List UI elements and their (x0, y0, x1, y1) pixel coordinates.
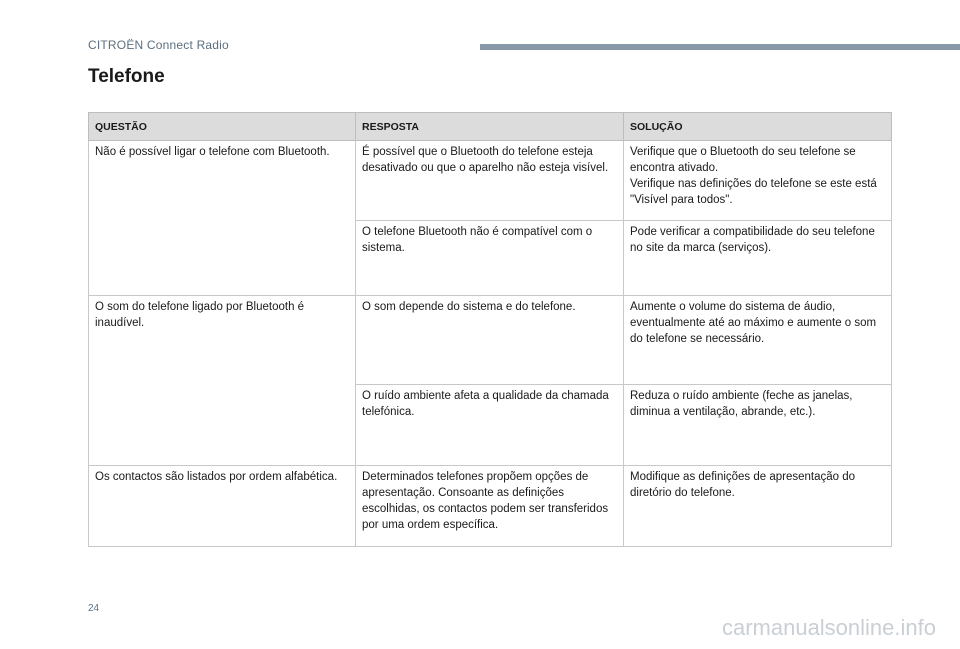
header-bar (480, 44, 960, 50)
answer-cell: Determinados telefones propõem opções de apresentação. Consoante as definições escolhidas, os contactos podem ser transferidos por uma ordem específica. (356, 466, 624, 547)
table-row (89, 141, 892, 221)
question-cell: Não é possível ligar o telefone com Bluetooth. (89, 141, 356, 296)
solution-cell: Reduza o ruído ambiente (feche as janelas, diminua a ventilação, abrande, etc.). (624, 385, 892, 466)
answer-cell: O ruído ambiente afeta a qualidade da chamada telefónica. (356, 385, 624, 466)
brand-label: CITROËN Connect Radio (88, 38, 229, 52)
watermark-text: carmanualsonline.info (721, 615, 936, 640)
solution-cell: Pode verificar a compatibilidade do seu telefone no site da marca (serviços). (624, 221, 892, 296)
table-row (89, 296, 892, 385)
solution-cell: Aumente o volume do sistema de áudio, eventualmente até ao máximo e aumente o som do telefone se necessário. (624, 296, 892, 385)
solution-cell (624, 141, 892, 221)
solution-line: Verifique nas definições do telefone se este está "Visível para todos". (630, 178, 877, 206)
answer-cell: É possível que o Bluetooth do telefone esteja desativado ou que o aparelho não esteja visível. (356, 141, 624, 221)
answer-cell: O som depende do sistema e do telefone. (356, 296, 624, 385)
column-header-question: QUESTÃO (89, 113, 356, 141)
solution-line: Verifique que o Bluetooth do seu telefone se encontra ativado. (630, 146, 856, 174)
answer-cell: O telefone Bluetooth não é compatível com o sistema. (356, 221, 624, 296)
column-header-answer: RESPOSTA (356, 113, 624, 141)
page-number: 24 (88, 603, 100, 614)
question-cell: O som do telefone ligado por Bluetooth é inaudível. (89, 296, 356, 466)
troubleshooting-table (88, 112, 892, 547)
table-header-row (89, 113, 892, 141)
table-row (89, 466, 892, 547)
page-title: Telefone (88, 66, 165, 87)
solution-cell: Modifique as definições de apresentação do diretório do telefone. (624, 466, 892, 547)
column-header-solution: SOLUÇÃO (624, 113, 892, 141)
question-cell: Os contactos são listados por ordem alfabética. (89, 466, 356, 547)
